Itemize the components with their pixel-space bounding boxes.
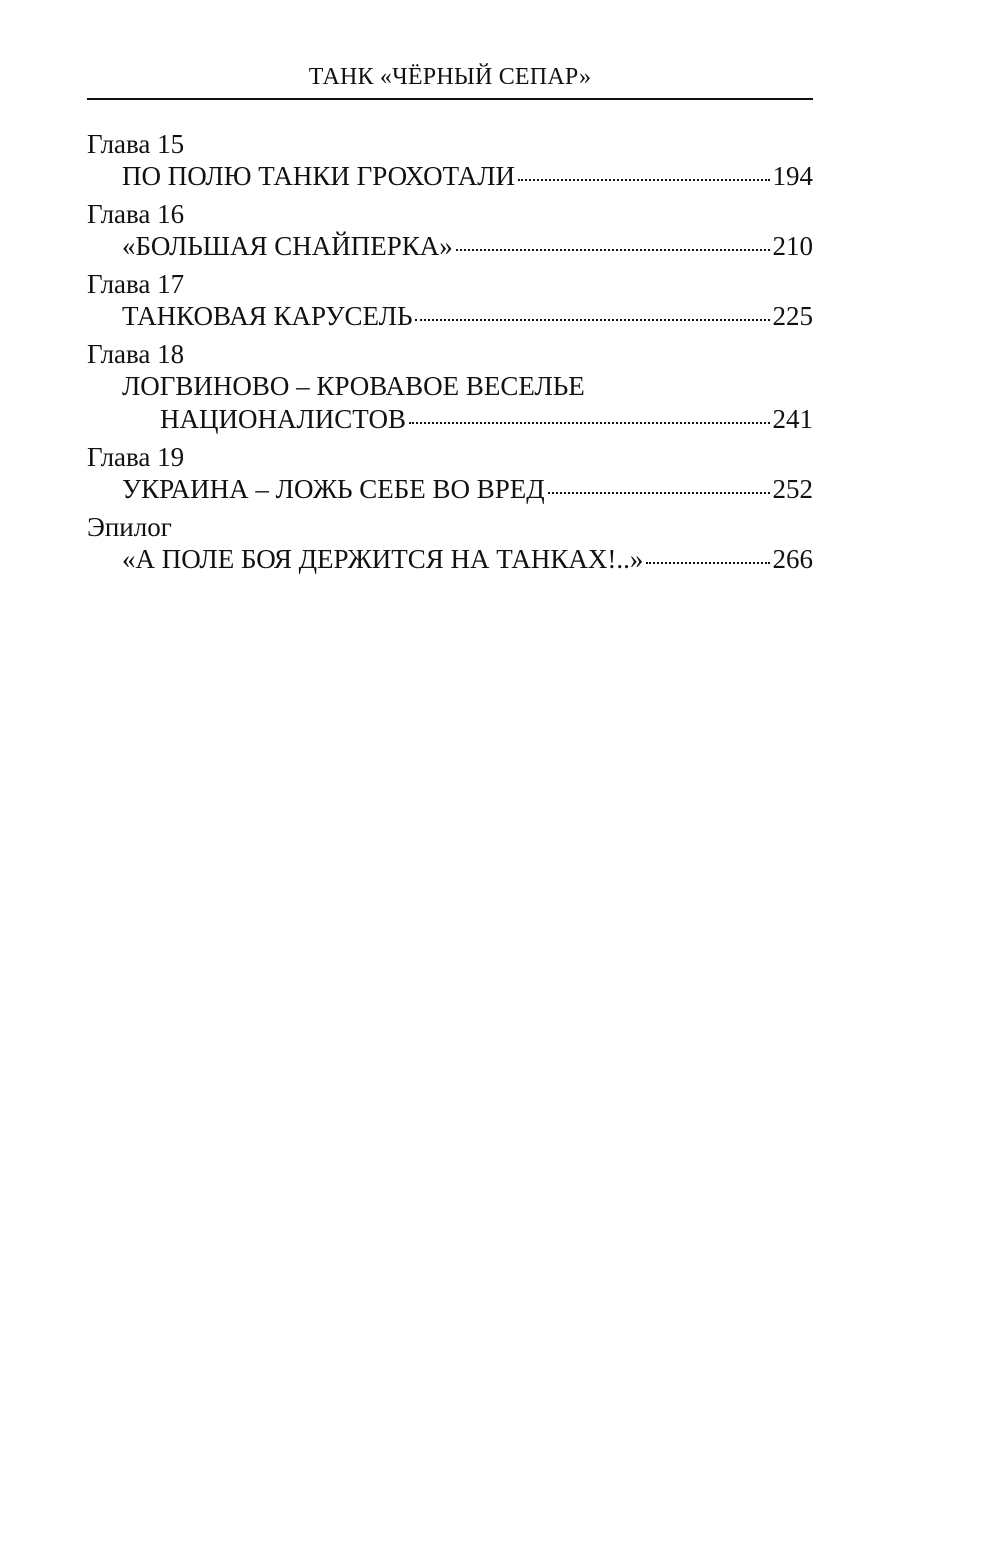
chapter-label: Глава 19 <box>87 442 185 472</box>
chapter-title: «А ПОЛЕ БОЯ ДЕРЖИТСЯ НА ТАНКАХ!..» <box>122 544 644 574</box>
toc-entry-chapter-18 <box>87 338 813 436</box>
dot-leader <box>548 492 770 494</box>
toc-line <box>87 300 813 333</box>
page-number: 225 <box>772 301 813 331</box>
toc-entry-chapter-19 <box>87 441 813 506</box>
chapter-title: ЛОГВИНОВО – КРОВАВОЕ ВЕСЕЛЬЕ <box>122 371 585 401</box>
header-rule <box>87 98 813 100</box>
page-number: 252 <box>772 474 813 504</box>
toc-entry-chapter-16 <box>87 198 813 263</box>
dot-leader <box>518 179 769 181</box>
toc-line <box>87 543 813 576</box>
chapter-title: УКРАИНА – ЛОЖЬ СЕБЕ ВО ВРЕД <box>122 474 545 504</box>
page-number: 194 <box>772 161 813 191</box>
toc-entry-chapter-15 <box>87 128 813 193</box>
chapter-title-continuation: НАЦИОНАЛИСТОВ <box>160 404 406 434</box>
toc-line <box>87 230 813 263</box>
chapter-label: Глава 17 <box>87 269 185 299</box>
toc-line <box>87 370 813 403</box>
page-number: 266 <box>772 544 813 574</box>
dot-leader <box>409 422 770 424</box>
running-header: ТАНК «ЧЁРНЫЙ СЕПАР» <box>308 64 592 90</box>
chapter-label: Глава 18 <box>87 339 185 369</box>
dot-leader <box>456 249 770 251</box>
toc-line <box>87 473 813 506</box>
dot-leader <box>646 562 769 564</box>
dot-leader <box>415 319 769 321</box>
chapter-label: Глава 16 <box>87 199 185 229</box>
chapter-label: Глава 15 <box>87 129 185 159</box>
page-number: 241 <box>772 404 813 434</box>
page-number: 210 <box>772 231 813 261</box>
table-of-contents <box>87 128 813 581</box>
toc-entry-chapter-17 <box>87 268 813 333</box>
chapter-title: ПО ПОЛЮ ТАНКИ ГРОХОТАЛИ <box>122 161 516 191</box>
toc-line-continuation <box>87 403 813 436</box>
toc-entry-epilogue <box>87 511 813 576</box>
chapter-title: ТАНКОВАЯ КАРУСЕЛЬ <box>122 301 413 331</box>
chapter-title: «БОЛЬШАЯ СНАЙПЕРКА» <box>122 231 453 261</box>
chapter-label: Эпилог <box>87 512 172 542</box>
toc-line <box>87 160 813 193</box>
